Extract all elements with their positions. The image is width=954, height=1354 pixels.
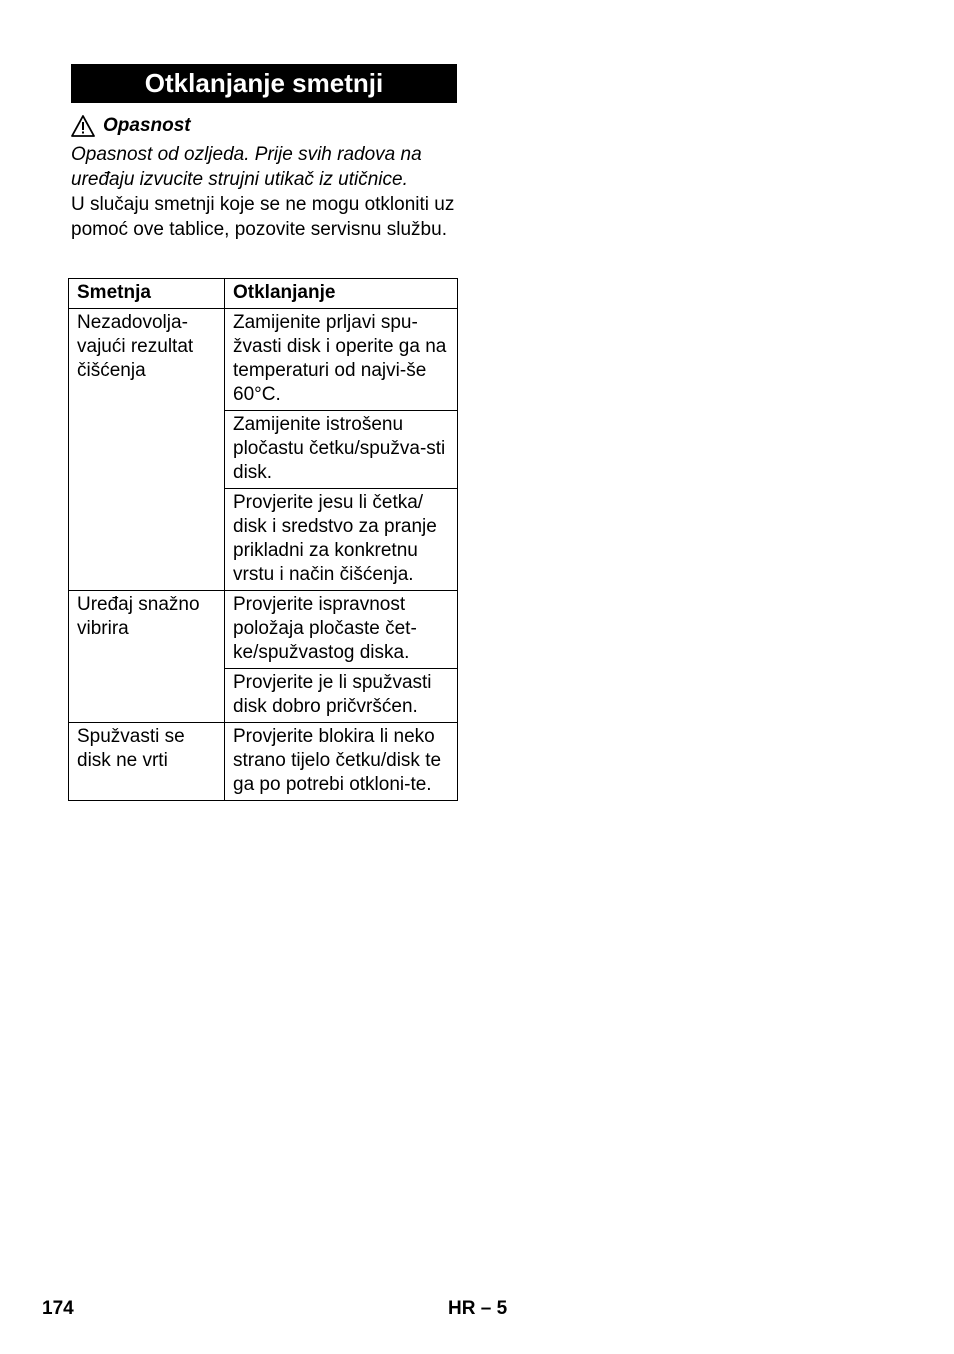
remedy-cell: Provjerite jesu li četka/ disk i sredstvo za pranje prikladni za konkretnu vrstu i način čišćenja. bbox=[225, 489, 458, 591]
remedy-cell: Zamijenite istrošenu pločastu četku/spužva-sti disk. bbox=[225, 411, 458, 489]
warning-triangle-icon bbox=[71, 115, 95, 137]
warning-text: Opasnost od ozljeda. Prije svih radova na uređaju izvucite strujni utikač iz utičnice. bbox=[71, 144, 422, 190]
fault-cell: Nezadovolja-vajući rezultat čišćenja bbox=[69, 309, 225, 591]
table-row bbox=[69, 591, 458, 669]
warning-heading-label: Opasnost bbox=[103, 115, 191, 136]
remedy-cell: Provjerite je li spužvasti disk dobro pričvršćen. bbox=[225, 669, 458, 723]
header-remedy: Otklanjanje bbox=[225, 279, 458, 309]
table-header-row bbox=[69, 279, 458, 309]
info-text: U slučaju smetnji koje se ne mogu otkloniti uz pomoć ove tablice, pozovite servisnu službu. bbox=[71, 194, 455, 240]
page-number: 174 bbox=[42, 1298, 74, 1319]
troubleshooting-table bbox=[68, 278, 458, 801]
remedy-cell: Zamijenite prljavi spu-žvasti disk i operite ga na temperaturi od najvi-še 60°C. bbox=[225, 309, 458, 411]
warning-block bbox=[71, 113, 461, 242]
warning-heading bbox=[71, 113, 461, 138]
page-title: Otklanjanje smetnji bbox=[71, 64, 457, 103]
table-row bbox=[69, 309, 458, 411]
fault-cell: Spužvasti se disk ne vrti bbox=[69, 723, 225, 801]
fault-cell: Uređaj snažno vibrira bbox=[69, 591, 225, 723]
remedy-cell: Provjerite blokira li neko strano tijelo četku/disk te ga po potrebi otkloni-te. bbox=[225, 723, 458, 801]
table-row bbox=[69, 723, 458, 801]
section-label: HR – 5 bbox=[448, 1298, 508, 1319]
remedy-cell: Provjerite ispravnost položaja pločaste čet-ke/spužvastog diska. bbox=[225, 591, 458, 669]
header-fault: Smetnja bbox=[69, 279, 225, 309]
